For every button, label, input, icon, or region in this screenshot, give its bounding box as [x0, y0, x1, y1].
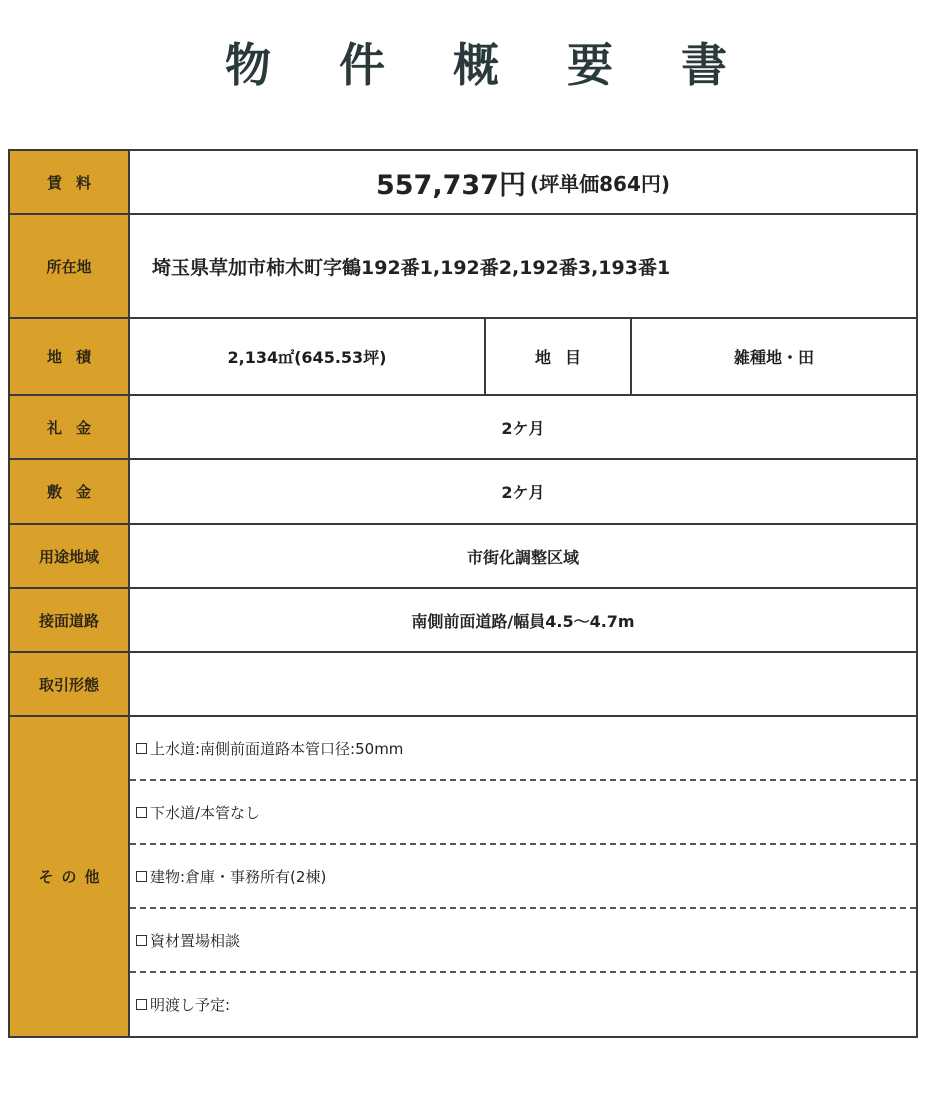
checkbox-icon — [136, 871, 147, 882]
row-location — [10, 215, 916, 319]
label-key-money: 礼金 — [10, 396, 130, 458]
row-land-area — [10, 319, 916, 396]
rent-amount: 557,737円 — [375, 169, 526, 201]
other-item-text: 下水道/本管なし — [150, 803, 261, 822]
row-deposit — [10, 460, 916, 525]
checkbox-icon — [136, 743, 147, 754]
value-key-money: 2ケ月 — [501, 418, 545, 438]
property-summary-table — [8, 149, 918, 1038]
value-deposit: 2ケ月 — [501, 483, 545, 502]
other-item — [130, 781, 916, 845]
value-rent — [130, 151, 916, 213]
other-item — [130, 973, 916, 1036]
label-land-category: 地目 — [486, 319, 632, 394]
row-transaction — [10, 653, 916, 717]
checkbox-icon — [136, 935, 147, 946]
label-location: 所在地 — [10, 215, 130, 317]
other-item-text: 明渡し予定: — [150, 996, 231, 1014]
value-zoning: 市街化調整区域 — [466, 547, 579, 567]
other-item — [130, 845, 916, 909]
label-land-area: 地積 — [10, 319, 130, 394]
other-item — [130, 909, 916, 973]
checkbox-icon — [136, 807, 147, 818]
label-zoning: 用途地域 — [10, 525, 130, 587]
value-road: 南側前面道路/幅員4.5～4.7m — [411, 611, 635, 631]
value-land-category: 雑種地・田 — [733, 348, 814, 367]
value-land-area: 2,134㎡(645.53坪) — [130, 319, 486, 394]
value-location — [130, 215, 916, 317]
other-item-text: 上水道:南側前面道路本管口径:50mm — [150, 739, 404, 758]
row-rent — [10, 151, 916, 215]
label-transaction: 取引形態 — [10, 653, 130, 715]
document-title: 物 件 概 要 書 — [224, 38, 754, 92]
label-rent: 賃料 — [10, 151, 130, 213]
row-zoning — [10, 525, 916, 589]
label-deposit: 敷金 — [10, 460, 130, 523]
row-other — [10, 717, 916, 1036]
address-text: 埼玉県草加市柿木町字鶴192番1,192番2,192番3,193番1 — [152, 256, 671, 279]
rent-unit-price: (坪単価864円) — [529, 171, 670, 196]
row-key-money — [10, 396, 916, 460]
other-item-text: 資材置場相談 — [150, 931, 241, 950]
checkbox-icon — [136, 999, 147, 1010]
label-other: その他 — [10, 717, 130, 1036]
value-transaction — [130, 653, 916, 715]
other-item — [130, 717, 916, 781]
other-item-text: 建物:倉庫・事務所有(2棟) — [150, 867, 327, 886]
label-road: 接面道路 — [10, 589, 130, 651]
row-road — [10, 589, 916, 653]
